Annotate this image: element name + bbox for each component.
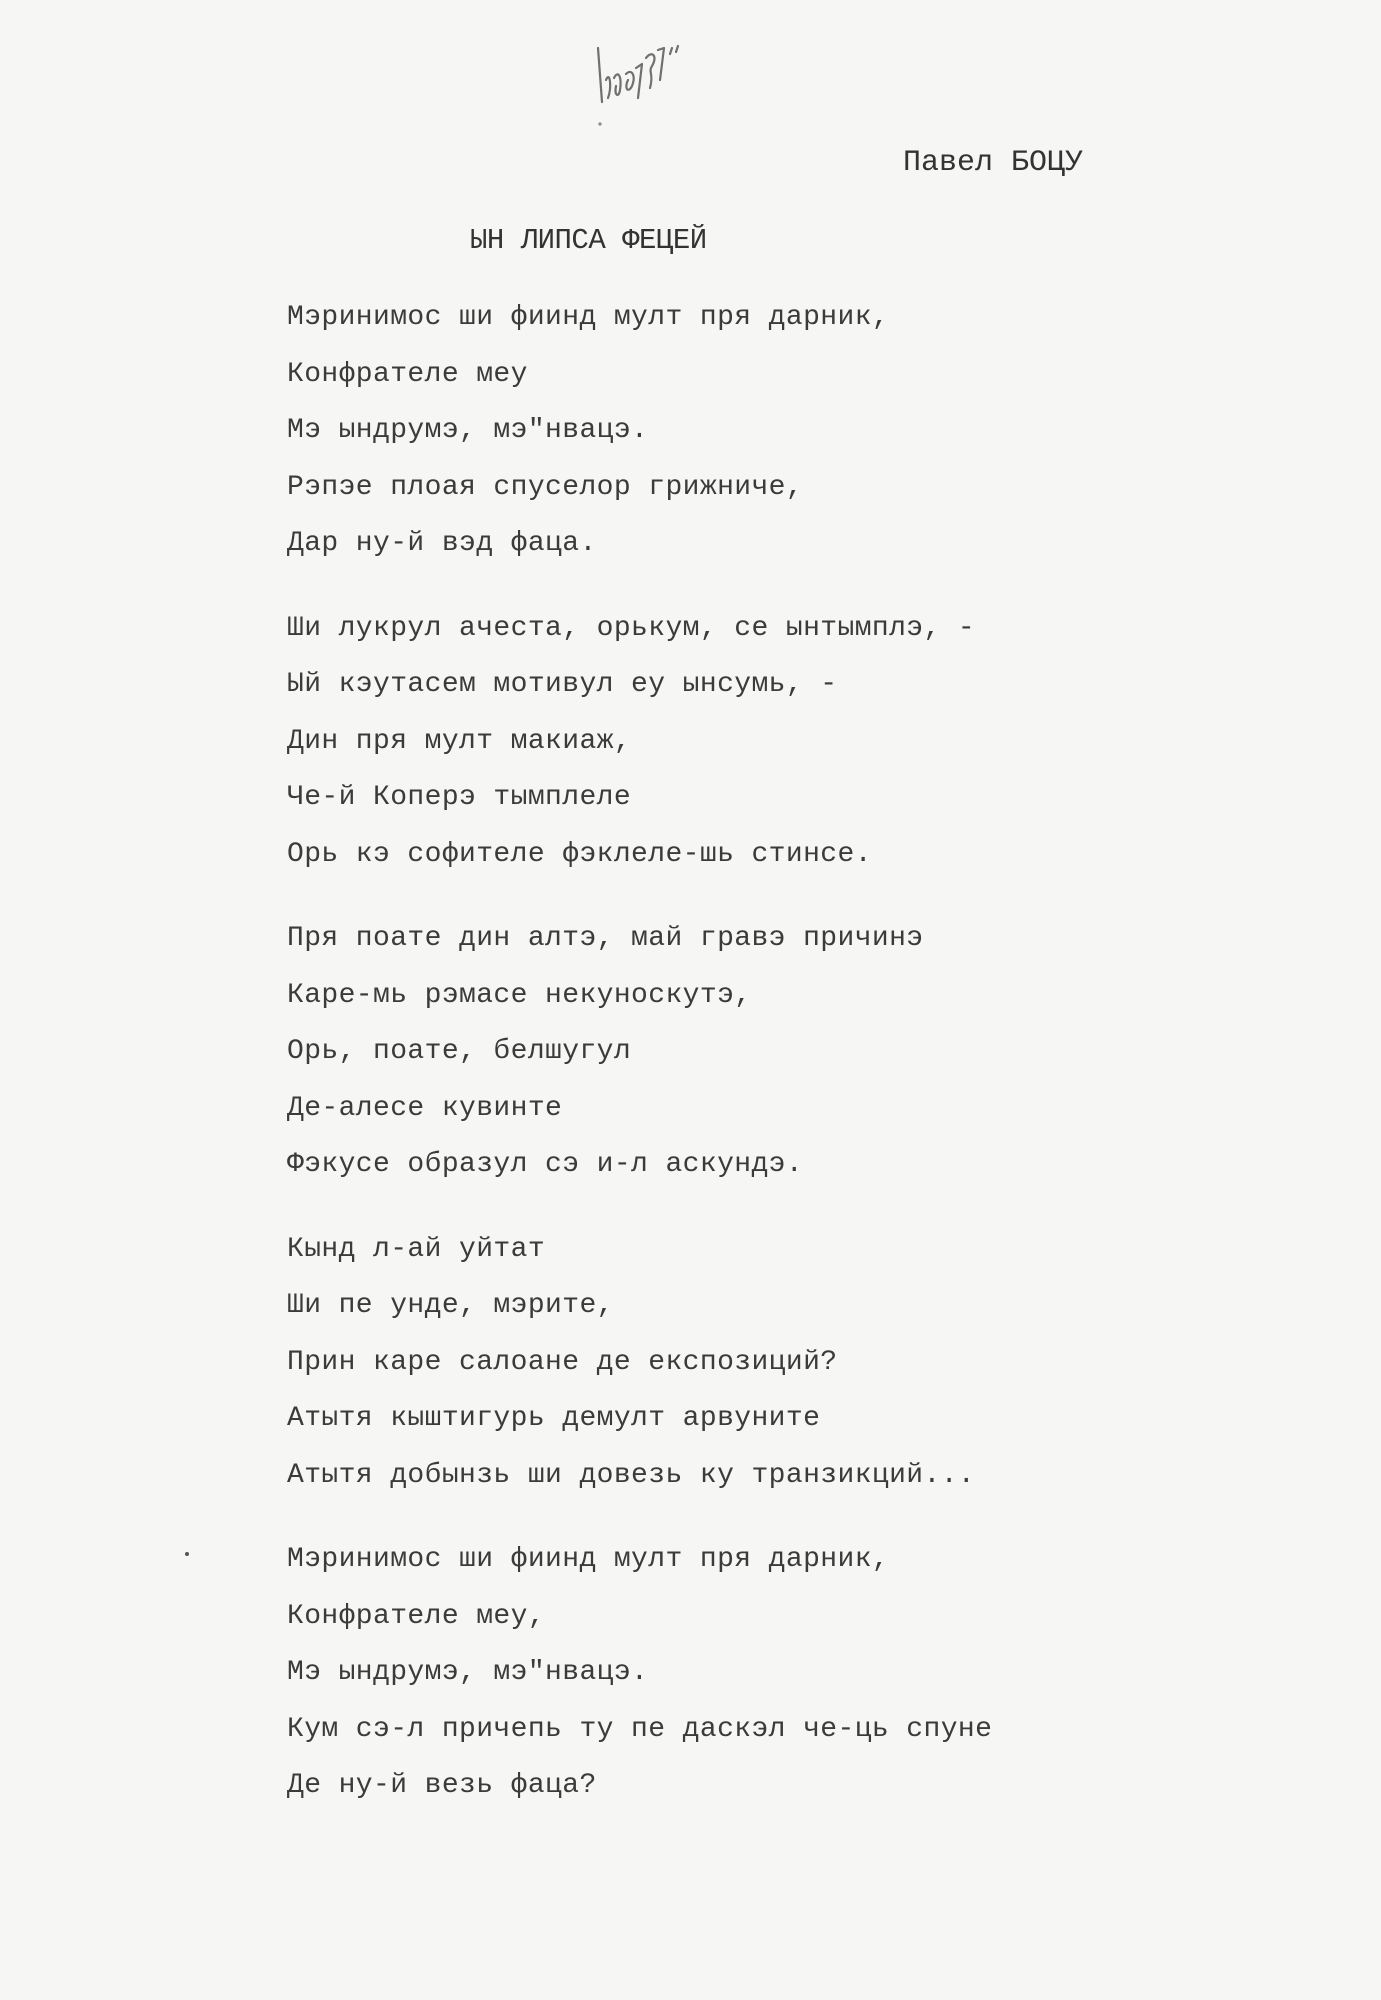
poem-line: Мэринимос ши фиинд мулт пря дарник, [287, 302, 890, 333]
author-name: Павел БОЦУ [903, 146, 1084, 180]
poem-line: Дар ну-й вэд фаца. [287, 528, 597, 559]
poem-line: Мэринимос ши фиинд мулт пря дарник, [287, 1544, 890, 1575]
stanza-divider [287, 1194, 1347, 1222]
poem-line: Мэ ындрумэ, мэ"нвацэ. [287, 1657, 649, 1688]
poem-line: Пря поате дин алтэ, май гравэ причинэ [287, 923, 924, 954]
poem-line: Ши лукрул ачеста, орькум, се ынтымплэ, - [287, 612, 976, 644]
stanza [287, 290, 1347, 573]
poem-line: Ши пе унде, мэрите, [287, 1290, 614, 1321]
stanza [287, 911, 1347, 1194]
poem-line: Каре-мь рэмасе некуноскутэ, [287, 979, 752, 1011]
poem-line: Прин каре салоане де експозиций? [287, 1346, 838, 1378]
poem-line: Конфрателе меу [287, 358, 528, 390]
stanza [287, 1532, 1347, 1815]
poem-line: Че-й Коперэ тымплеле [287, 782, 632, 813]
poem-line: Атытя кыштигурь демулт арвуните [287, 1403, 821, 1434]
poem-line: Орь, поате, белшугул [287, 1036, 632, 1067]
stanza-divider [287, 883, 1347, 911]
poem-line: Дин пря мулт макиаж, [287, 725, 632, 757]
poem-line: Кынд л-ай уйтат [287, 1233, 546, 1265]
poem-line: Рэпэе плоая спуселор грижниче, [287, 471, 804, 503]
poem-line: Мэ ындрумэ, мэ"нвацэ. [287, 415, 649, 446]
poem-line: Конфрателе меу, [287, 1600, 546, 1632]
poem-line: Де-алесе кувинте [287, 1092, 563, 1124]
stanza [287, 1222, 1347, 1505]
poem-line: Фэкусе образул сэ и-л аскундэ. [287, 1149, 804, 1180]
stanza-divider [287, 1504, 1347, 1532]
stanza [287, 601, 1347, 884]
stanza-divider [287, 573, 1347, 601]
paper-speck [185, 1552, 189, 1556]
poem-body [287, 290, 1347, 1815]
poem-line: Кум сэ-л причепь ту пе даскэл че-ць спуне [287, 1713, 993, 1745]
handwritten-pencil-annotation [592, 40, 716, 130]
poem-line: Ый кэутасем мотивул еу ынсумь, - [287, 669, 838, 700]
poem-line: Де ну-й везь фаца? [287, 1770, 597, 1801]
poem-line: Орь кэ софителе фэклеле-шь стинсе. [287, 838, 872, 870]
poem-line: Атытя добынзь ши довезь ку транзикций... [287, 1459, 976, 1491]
poem-title: ЫН ЛИПСА ФЕЦЕЙ [470, 224, 707, 257]
